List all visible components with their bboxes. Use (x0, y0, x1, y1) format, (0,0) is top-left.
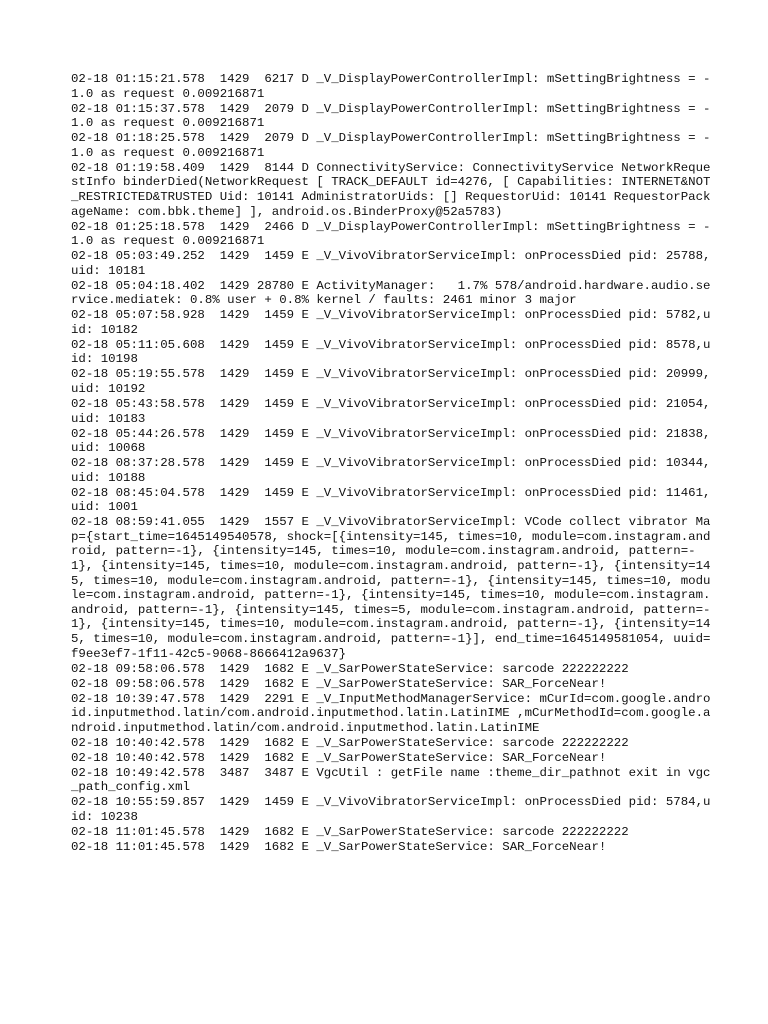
log-entry: 02-18 10:39:47.578 1429 2291 E _V_InputMethodManagerService: mCurId=com.google.android.inputmethod.latin/com.android.inputmethod.latin.LatinIME ,mCurMethodId=com.google.android.inputmethod.latin/com.android.inputmethod.latin.LatinIME (71, 691, 711, 735)
log-entry: 02-18 05:03:49.252 1429 1459 E _V_VivoVibratorServiceImpl: onProcessDied pid: 25788,uid: 10181 (71, 249, 711, 278)
log-entry: 02-18 01:15:37.578 1429 2079 D _V_DisplayPowerControllerImpl: mSettingBrightness = -1.0 as request 0.009216871 (71, 101, 711, 131)
log-entry: 02-18 10:55:59.857 1429 1459 E _V_VivoVibratorServiceImpl: onProcessDied pid: 5784,uid: 10238 (71, 795, 711, 824)
log-entry: 02-18 11:01:45.578 1429 1682 E _V_SarPowerStateService: sarcode 222222222 (71, 824, 629, 839)
log-entry: 02-18 05:19:55.578 1429 1459 E _V_VivoVibratorServiceImpl: onProcessDied pid: 20999,uid: 10192 (71, 367, 711, 396)
log-entry: 02-18 05:11:05.608 1429 1459 E _V_VivoVibratorServiceImpl: onProcessDied pid: 8578,uid: 10198 (71, 337, 711, 367)
log-entry: 02-18 01:19:58.409 1429 8144 D ConnectivityService: ConnectivityService NetworkRequestInfo binderDied(NetworkRequest [ TRACK_DEFAULT id=4276, [ Capabilities: INTERNET&NOT_RESTRICTED&TRUSTED Uid: 10141 AdministratorUids: [] RequestorUid: 10141 RequestorPackageName: com.bbk.theme] ], android.os.BinderProxy@52a5783) (71, 160, 711, 219)
log-entry: 02-18 05:43:58.578 1429 1459 E _V_VivoVibratorServiceImpl: onProcessDied pid: 21054,uid: 10183 (71, 396, 711, 426)
log-entry: 02-18 09:58:06.578 1429 1682 E _V_SarPowerStateService: SAR_ForceNear! (71, 676, 607, 691)
log-entry: 02-18 08:45:04.578 1429 1459 E _V_VivoVibratorServiceImpl: onProcessDied pid: 11461,uid: 1001 (71, 485, 711, 515)
log-entry: 02-18 05:04:18.402 1429 28780 E ActivityManager: 1.7% 578/android.hardware.audio.service.mediatek: 0.8% user + 0.8% kernel / faults: 2461 minor 3 major (71, 278, 711, 308)
log-entry: 02-18 05:44:26.578 1429 1459 E _V_VivoVibratorServiceImpl: onProcessDied pid: 21838,uid: 10068 (71, 426, 711, 456)
log-entry: 02-18 08:37:28.578 1429 1459 E _V_VivoVibratorServiceImpl: onProcessDied pid: 10344,uid: 10188 (71, 456, 711, 485)
log-entry: 02-18 10:40:42.578 1429 1682 E _V_SarPowerStateService: sarcode 222222222 (71, 735, 629, 750)
log-entry: 02-18 11:01:45.578 1429 1682 E _V_SarPowerStateService: SAR_ForceNear! (71, 839, 607, 854)
log-entry: 02-18 08:59:41.055 1429 1557 E _V_VivoVibratorServiceImpl: VCode collect vibrator Map={start_time=1645149540578, shock=[{intensity=145, times=10, module=com.instagram.android, pattern=-1}, {intensity=145, times=10, module=com.instagram.android, pattern=-1}, {intensity=145, times=10, module=com.instagram.android, pattern=-1}, {intensity=145, times=10, module=com.instagram.android, pattern=-1}, {intensity=145, times=10, module=com.instagram.android, pattern=-1}, {intensity=145, times=10, module=com.instagram.android, pattern=-1}, {intensity=145, times=5, module=com.instagram.android, pattern=-1}, {intensity=145, times=10, module=com.instagram.android, pattern=-1}, {intensity=145, times=10, module=com.instagram.android, pattern=-1}], end_time=1645149581054, uuid=f9ee3ef7-1f11-42c5-9068-8666412a9637} (71, 515, 711, 661)
log-text-block (71, 72, 711, 855)
log-entry: 02-18 01:15:21.578 1429 6217 D _V_DisplayPowerControllerImpl: mSettingBrightness = -1.0 as request 0.009216871 (71, 72, 711, 101)
log-entry: 02-18 10:40:42.578 1429 1682 E _V_SarPowerStateService: SAR_ForceNear! (71, 750, 607, 765)
log-entry: 02-18 10:49:42.578 3487 3487 E VgcUtil : getFile name :theme_dir_pathnot exit in vgc_path_config.xml (71, 765, 711, 795)
log-entry: 02-18 01:25:18.578 1429 2466 D _V_DisplayPowerControllerImpl: mSettingBrightness = -1.0 as request 0.009216871 (71, 219, 711, 249)
log-entry: 02-18 01:18:25.578 1429 2079 D _V_DisplayPowerControllerImpl: mSettingBrightness = -1.0 as request 0.009216871 (71, 131, 711, 160)
log-entry: 02-18 09:58:06.578 1429 1682 E _V_SarPowerStateService: sarcode 222222222 (71, 661, 629, 676)
log-entry: 02-18 05:07:58.928 1429 1459 E _V_VivoVibratorServiceImpl: onProcessDied pid: 5782,uid: 10182 (71, 308, 711, 337)
